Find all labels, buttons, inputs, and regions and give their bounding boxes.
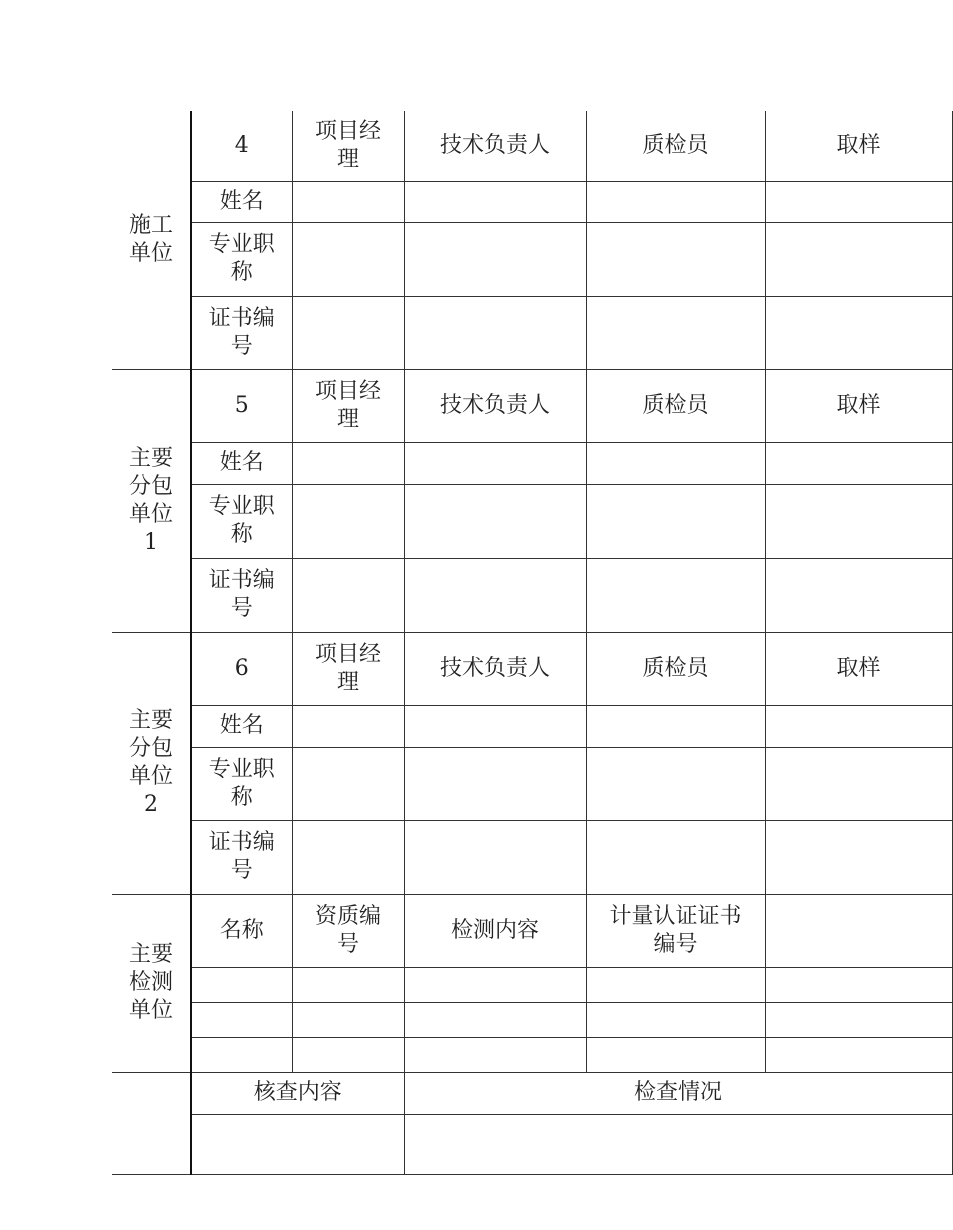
row-label-name: 姓名 xyxy=(191,181,292,222)
role-technical-lead: 技术负责人 xyxy=(404,369,586,442)
input-cell[interactable] xyxy=(586,296,765,369)
unit-label-line: 单位 xyxy=(128,501,173,527)
unit-label-line: 施工 xyxy=(128,212,173,238)
input-cell[interactable] xyxy=(404,820,586,894)
role-sampler: 取样 xyxy=(765,369,952,442)
role-line: 理 xyxy=(336,146,359,172)
input-cell[interactable] xyxy=(404,296,586,369)
unit-label-line: 分包 xyxy=(128,736,173,761)
input-cell[interactable] xyxy=(586,442,765,484)
input-cell[interactable] xyxy=(765,558,952,632)
header-line: 计量认证证书 xyxy=(609,903,742,929)
input-cell[interactable] xyxy=(191,1002,292,1037)
input-cell[interactable] xyxy=(292,967,404,1002)
input-cell[interactable] xyxy=(404,484,586,558)
role-line: 项目经 xyxy=(314,378,381,404)
header-testing-content: 检测内容 xyxy=(404,894,586,967)
row-label-line: 号 xyxy=(230,858,253,883)
input-cell[interactable] xyxy=(404,705,586,747)
row-label-line: 号 xyxy=(230,333,253,359)
title-row xyxy=(112,222,952,296)
row-label-line: 证书编 xyxy=(208,830,275,855)
role-quality-inspector: 质检员 xyxy=(586,111,765,181)
input-cell[interactable] xyxy=(404,558,586,632)
input-cell[interactable] xyxy=(292,484,404,558)
name-row xyxy=(112,181,952,222)
review-header-row xyxy=(112,1072,952,1114)
certificate-row xyxy=(112,558,952,632)
input-cell[interactable] xyxy=(586,484,765,558)
unit-label-construction xyxy=(112,111,191,369)
header-qualification-number xyxy=(292,894,404,967)
input-cell[interactable] xyxy=(765,1002,952,1037)
row-label-title xyxy=(191,484,292,558)
input-cell[interactable] xyxy=(765,296,952,369)
testing-header-row xyxy=(112,894,952,967)
input-cell[interactable] xyxy=(765,820,952,894)
role-quality-inspector: 质检员 xyxy=(586,369,765,442)
row-label-line: 号 xyxy=(230,596,253,621)
row-label-line: 专业职 xyxy=(208,494,275,519)
role-line: 项目经 xyxy=(314,641,381,667)
unit-label-line: 分包 xyxy=(128,473,173,499)
name-row xyxy=(112,442,952,484)
input-cell[interactable] xyxy=(404,1037,586,1072)
row-label-line: 证书编 xyxy=(208,305,275,331)
unit-label-line: 主要 xyxy=(128,708,173,733)
unit-label-line: 1 xyxy=(144,529,158,555)
input-cell[interactable] xyxy=(292,705,404,747)
personnel-form-table xyxy=(112,111,953,1175)
role-project-manager xyxy=(292,632,404,705)
row-label-line: 称 xyxy=(230,260,253,285)
row-label-line: 称 xyxy=(230,784,253,810)
testing-entry-row xyxy=(112,967,952,1002)
input-cell[interactable] xyxy=(292,1037,404,1072)
unit-label-line: 主要 xyxy=(128,942,173,967)
input-cell[interactable] xyxy=(765,442,952,484)
unit-number: 4 xyxy=(191,111,292,181)
role-line: 理 xyxy=(336,406,359,432)
role-line: 项目经 xyxy=(314,118,381,144)
input-cell[interactable] xyxy=(404,1002,586,1037)
unit-label-line: 检测 xyxy=(128,970,173,995)
input-cell[interactable] xyxy=(765,747,952,820)
input-cell[interactable] xyxy=(765,1037,952,1072)
input-cell[interactable] xyxy=(404,1114,952,1174)
unit-label-line: 单位 xyxy=(128,764,173,789)
unit-label-testing xyxy=(112,894,191,1072)
input-cell[interactable] xyxy=(586,967,765,1002)
input-cell[interactable] xyxy=(765,222,952,296)
header-empty xyxy=(765,894,952,967)
certificate-row xyxy=(112,820,952,894)
input-cell[interactable] xyxy=(292,442,404,484)
row-label-title xyxy=(191,222,292,296)
unit-label-line: 主要 xyxy=(128,445,173,471)
row-label-line: 专业职 xyxy=(208,756,275,782)
unit-number: 5 xyxy=(191,369,292,442)
input-cell[interactable] xyxy=(404,967,586,1002)
row-label-certificate xyxy=(191,820,292,894)
unit-header-row xyxy=(112,632,952,705)
input-cell[interactable] xyxy=(765,705,952,747)
header-metrology-cert xyxy=(586,894,765,967)
title-row xyxy=(112,484,952,558)
row-label-name: 姓名 xyxy=(191,442,292,484)
input-cell[interactable] xyxy=(191,967,292,1002)
input-cell[interactable] xyxy=(765,181,952,222)
input-cell[interactable] xyxy=(292,296,404,369)
row-label-line: 专业职 xyxy=(208,232,275,257)
header-line: 资质编 xyxy=(314,903,381,929)
input-cell[interactable] xyxy=(765,967,952,1002)
header-line: 号 xyxy=(336,931,359,957)
input-cell[interactable] xyxy=(586,558,765,632)
row-label-certificate xyxy=(191,296,292,369)
role-project-manager xyxy=(292,111,404,181)
input-cell[interactable] xyxy=(292,820,404,894)
input-cell[interactable] xyxy=(586,222,765,296)
input-cell[interactable] xyxy=(586,1002,765,1037)
row-label-line: 证书编 xyxy=(208,568,275,593)
unit-label-line: 单位 xyxy=(128,240,173,266)
certificate-row xyxy=(112,296,952,369)
title-row xyxy=(112,747,952,820)
role-line: 理 xyxy=(336,669,359,695)
input-cell[interactable] xyxy=(404,181,586,222)
input-cell[interactable] xyxy=(292,222,404,296)
input-cell[interactable] xyxy=(586,747,765,820)
unit-label-line: 2 xyxy=(144,792,158,817)
input-cell[interactable] xyxy=(586,1037,765,1072)
role-quality-inspector: 质检员 xyxy=(586,632,765,705)
input-cell[interactable] xyxy=(586,181,765,222)
role-sampler: 取样 xyxy=(765,111,952,181)
name-row xyxy=(112,705,952,747)
unit-header-row xyxy=(112,369,952,442)
input-cell[interactable] xyxy=(292,1002,404,1037)
row-label-title xyxy=(191,747,292,820)
form-table-viewport xyxy=(112,111,881,1117)
unit-header-row xyxy=(112,111,952,181)
input-cell[interactable] xyxy=(765,484,952,558)
input-cell[interactable] xyxy=(586,705,765,747)
unit-label-subcontractor-1 xyxy=(112,369,191,632)
input-cell[interactable] xyxy=(292,558,404,632)
testing-entry-row xyxy=(112,1002,952,1037)
input-cell[interactable] xyxy=(292,181,404,222)
role-project-manager xyxy=(292,369,404,442)
row-label-name: 姓名 xyxy=(191,705,292,747)
role-technical-lead: 技术负责人 xyxy=(404,632,586,705)
input-cell[interactable] xyxy=(404,222,586,296)
input-cell[interactable] xyxy=(191,1114,404,1174)
input-cell[interactable] xyxy=(191,1037,292,1072)
unit-label-subcontractor-2 xyxy=(112,632,191,894)
unit-label-line: 单位 xyxy=(128,998,173,1023)
row-label-certificate xyxy=(191,558,292,632)
header-line: 编号 xyxy=(653,931,698,957)
input-cell[interactable] xyxy=(586,820,765,894)
review-label xyxy=(112,1072,191,1174)
header-review-content: 核查内容 xyxy=(191,1072,404,1114)
testing-entry-row xyxy=(112,1037,952,1072)
input-cell[interactable] xyxy=(292,747,404,820)
role-sampler: 取样 xyxy=(765,632,952,705)
unit-number: 6 xyxy=(191,632,292,705)
review-entry-row xyxy=(112,1114,952,1174)
input-cell[interactable] xyxy=(404,442,586,484)
header-name: 名称 xyxy=(191,894,292,967)
input-cell[interactable] xyxy=(404,747,586,820)
header-review-status: 检查情况 xyxy=(404,1072,952,1114)
role-technical-lead: 技术负责人 xyxy=(404,111,586,181)
row-label-line: 称 xyxy=(230,522,253,547)
